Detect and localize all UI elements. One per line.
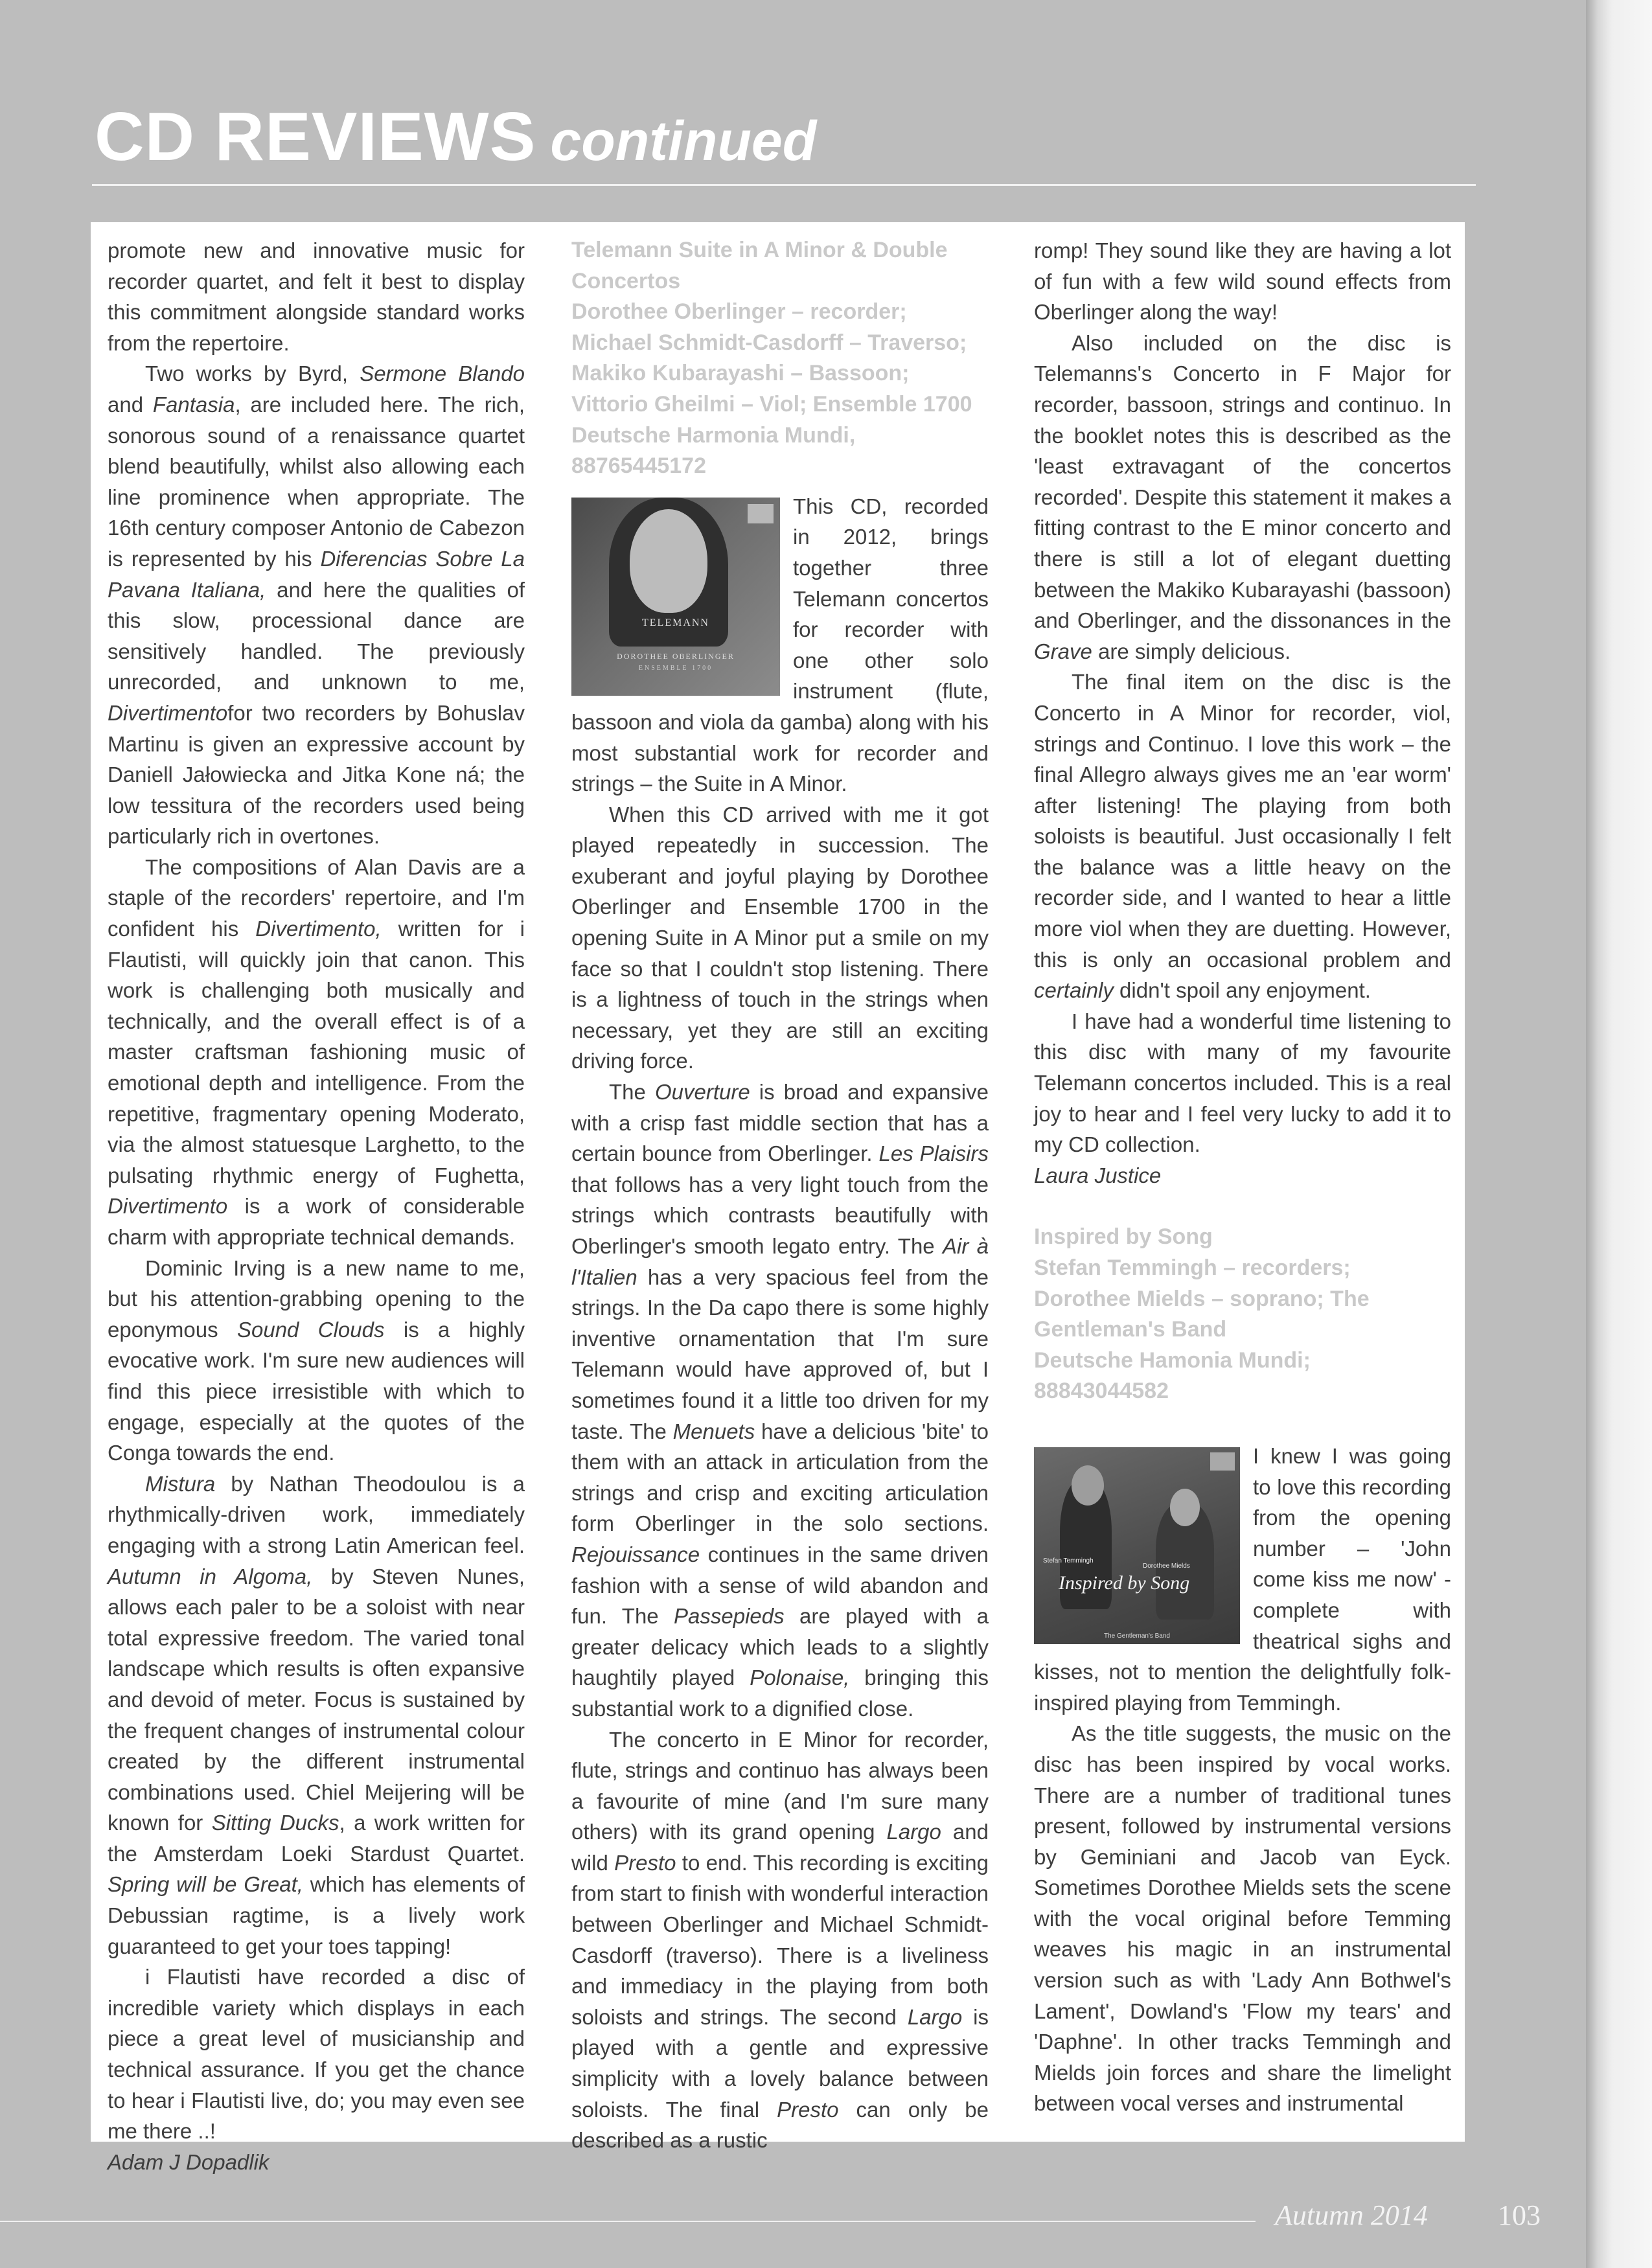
col3-paragraph-5: I knew I was going to love this recording from the opening number – 'John come kiss me now' - complete with theatrical sighs and kisses, not to mention the delightfully folk-inspired playing from Temmingh. xyxy=(1034,1443,1451,1715)
cover-title: Inspired by Song xyxy=(1059,1572,1190,1594)
label-logo-icon xyxy=(1210,1452,1235,1471)
cover-artist: DOROTHEE OBERLINGER xyxy=(617,651,735,661)
col1-paragraph-5: Mistura by Nathan Theodoulou is a rhythmically-driven work, immediately engaging with a strong Latin American feel. Autumn in Algoma, by Steven Nunes, allows each paler to be a soloist with near total expressive freedom. The varied tonal landscape which results is often expansive and devoid of meter. Focus is sustained by the frequent changes of instrumental colour created by the different instrumental combinations used. Chiel Meijering will be known for Sitting Ducks, a work written for the Amsterdam Loeki Stardust Quartet. Spring will be Great, which has elements of Debussian ragtime, is a lively work guaranteed to get your toes tapping! xyxy=(108,1471,525,1958)
col3-paragraph-1: romp! They sound like they are having a lot of fun with a few wild sound effects from Oberlinger along the way! xyxy=(1034,238,1451,325)
col2-paragraph-1: This CD, recorded in 2012, brings together three Telemann concertos for recorder with one other solo instrument (flute, bassoon and viola da gamba) along with his most substantial work for recorder and strings – the Suite in A Minor. xyxy=(571,494,989,796)
header-rule xyxy=(92,184,1476,186)
column-1 xyxy=(108,235,525,2177)
col1-paragraph-2: Two works by Byrd, Sermone Blando and Fantasia, are included here. The rich, sonorous sound of a renaissance quartet blend beautifully, whilst also allowing each line prominence when appropriate. The 16th century composer Antonio de Cabezon is represented by his Diferencias Sobre La Pavana Italiana, and here the qualities of this slow, processional dance are sensitively handled. The previously unrecorded, and unknown to me, Divertimentofor two recorders by Bohuslav Martinu is given an expressive account by Daniell Jałowiecka and Jitka Kone ná; the low tessitura of the recorders used being particularly rich in overtones. xyxy=(108,361,525,849)
adjacent-page-edge xyxy=(1586,0,1652,2268)
cover-artwork-face xyxy=(630,509,707,613)
cover-artwork-head-2 xyxy=(1170,1489,1200,1526)
reviewer-signature-1: Adam J Dopadlik xyxy=(108,2149,270,2174)
cover-ensemble: ENSEMBLE 1700 xyxy=(638,664,713,672)
label-logo-icon xyxy=(748,504,774,523)
cover-artist-1: Stefan Temmingh xyxy=(1043,1557,1094,1564)
review-heading-telemann xyxy=(571,235,989,482)
cover-artwork-head-1 xyxy=(1072,1465,1104,1506)
cover-artist-2: Dorothee Mields xyxy=(1143,1562,1190,1570)
page-title xyxy=(95,98,817,175)
col3-paragraph-6: As the title suggests, the music on the disc has been inspired by vocal works. There are a number of traditional tunes present, followed by instrumental versions by Geminiani and Jacob van Eyck. Sometimes Dorothee Mields sets the scene with the vocal original before Temming weaves his magic in an instrumental version such as with 'Lady Ann Bothwel's Lament', Dowland's 'Flow my tears' and 'Daphne'. In other tracks Temmingh and Mields join forces and share the limelight between vocal verses and instrumental xyxy=(1034,1721,1451,2116)
cover-title: TELEMANN xyxy=(642,617,709,628)
col3-paragraph-4: I have had a wonderful time listening to this disc with many of my favourite Telemann concertos included. This is a real joy to hear and I feel very lucky to add it to my CD collection. xyxy=(1034,1009,1451,1157)
review-heading-performers: Stefan Temmingh – recorders; Dorothee Mields – soprano; The Gentleman's Band xyxy=(1034,1255,1370,1342)
page-number: 103 xyxy=(1498,2199,1541,2231)
review-heading-performers: Dorothee Oberlinger – recorder; Michael Schmidt-Casdorff – Traverso; Makiko Kubarayashi – Bassoon; Vittorio Gheilmi – Viol; Ensemble 1700 xyxy=(571,299,972,417)
col1-paragraph-6: i Flautisti have recorded a disc of incredible variety which displays in each piece a great level of musicianship and technical assurance. If you get the chance to hear i Flautisti live, do; you may even see me there ..! xyxy=(108,1965,525,2144)
cover-band: The Gentleman's Band xyxy=(1104,1632,1170,1640)
issue-label: Autumn 2014 xyxy=(1275,2199,1428,2231)
page-title-main: CD REVIEWS xyxy=(95,98,536,175)
col1-paragraph-1: promote new and innovative music for recorder quartet, and felt it best to display this commitment alongside standard works from the repertoire. xyxy=(108,238,525,355)
review-heading-inspired-by-song xyxy=(1034,1222,1451,1407)
col2-paragraph-3: The Ouverture is broad and expansive with a crisp fast middle section that has a certain bounce from Oberlinger. Les Plaisirs that follows has a very light touch from the strings which contrasts beautifully with Oberlinger's smooth legato entry. The Air à l'Italien has a very spacious feel from the strings. In the Da capo there is some highly inventive ornamentation that I'm sure Telemann would have approved of, but I sometimes found it a little too driven for my taste. The Menuets have a delicious 'bite' to them with an attack in articulation from the strings and crisp and exciting articulation form Oberlinger in the solo sections. Rejouissance continues in the same driven fashion with a sense of wild abandon and fun. The Passepieds are played with a greater delicacy which leads to a slightly haughtily played Polonaise, bringing this substantial work to a dignified close. xyxy=(571,1080,989,1721)
reviewer-signature-2: Laura Justice xyxy=(1034,1163,1162,1187)
col3-paragraph-2: Also included on the disc is Telemanns's Concerto in F Major for recorder, bassoon, strings and continuo. In the booklet notes this is described as the 'least extravagant of the concertos recorded'. Despite this statement it makes a fitting contrast to the E minor concerto and there is still a lot of elegant duetting between the Makiko Kubarayashi (bassoon) and Oberlinger, and the dissonances in the Grave are simply delicious. xyxy=(1034,330,1451,663)
album-cover-telemann xyxy=(571,498,780,696)
col2-paragraph-4: The concerto in E Minor for recorder, flute, strings and continuo has always been a favourite of mine (and I'm sure many others) with its grand opening Largo and wild Presto to end. This recording is exciting from start to finish with wonderful interaction between Oberlinger and Michael Schmidt-Casdorff (traverso). There is a liveliness and immediacy in the playing from both soloists and strings. The second Largo is played with a gentle and expressive simplicity with a lovely balance between soloists. The final Presto can only be described as a rustic xyxy=(571,1727,989,2153)
column-3 xyxy=(1034,235,1451,2119)
album-cover-inspired-by-song xyxy=(1034,1447,1240,1644)
review-heading-title: Telemann Suite in A Minor & Double Concertos xyxy=(571,238,948,293)
review-heading-title: Inspired by Song xyxy=(1034,1224,1213,1250)
col2-paragraph-2: When this CD arrived with me it got played repeatedly in succession. The exuberant and joyful playing by Dorothee Oberlinger and Ensemble 1700 in the opening Suite in A Minor put a smile on my face so that I couldn't stop listening. There is a lightness of touch in the strings when necessary, yet they are still an exciting driving force. xyxy=(571,802,989,1073)
col1-paragraph-4: Dominic Irving is a new name to me, but his attention-grabbing opening to the eponymous Sound Clouds is a highly evocative work. I'm sure new audiences will find this piece irresistible with which to engage, especially at the quotes of the Conga towards the end. xyxy=(108,1255,525,1465)
col1-paragraph-3: The compositions of Alan Davis are a staple of the recorders' repertoire, and I'm confident his Divertimento, written for i Flautisti, will quickly join that canon. This work is challenging both musically and technically, and the overall effect is of a master craftsman fashioning music of emotional depth and intelligence. From the repetitive, fragmentary opening Moderato, via the almost statuesque Larghetto, to the pulsating rhythmic energy of Fughetta, Divertimento is a work of considerable charm with appropriate technical demands. xyxy=(108,854,525,1249)
page-title-sub: continued xyxy=(550,110,817,172)
footer-rule xyxy=(0,2221,1256,2222)
col3-paragraph-3: The final item on the disc is the Concerto in A Minor for recorder, viol, strings and Continuo. I love this work – the final Allegro always gives me an 'ear worm' after listening! The playing from both soloists is beautiful. Just occasionally I felt the balance was a little heavy on the recorder side, and I wanted to hear a little more viol when they are duetting. However, this is only an occasional problem and certainly didn't spoil any enjoyment. xyxy=(1034,670,1451,1003)
column-2 xyxy=(571,235,989,2156)
review-heading-label: Deutsche Hamonia Mundi; 88843044582 xyxy=(1034,1347,1311,1404)
review-heading-label: Deutsche Harmonia Mundi, 88765445172 xyxy=(571,422,856,479)
